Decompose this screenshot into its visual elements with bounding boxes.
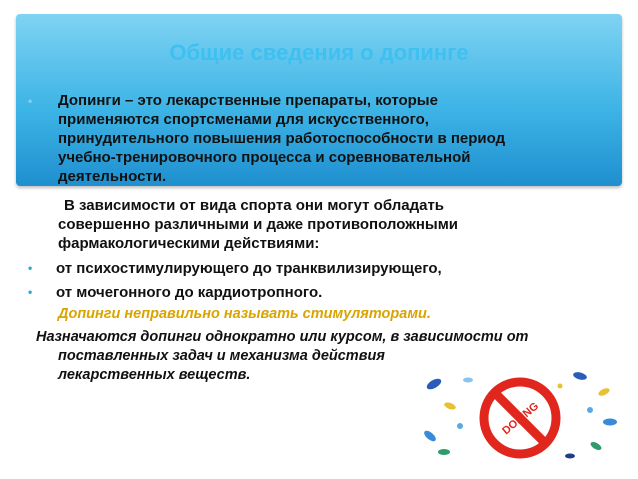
intro-line: деятельности. xyxy=(58,168,167,185)
bullet-marker-icon: • xyxy=(28,285,33,299)
bullet-text: от мочегонного до кардиотропного. xyxy=(56,284,323,301)
dependence-line: совершенно различными и даже противоположными xyxy=(58,216,459,233)
bullet-marker-icon: • xyxy=(28,94,33,108)
intro-line: Допинги – это лекарственные препараты, которые xyxy=(58,92,438,109)
assign-line: Назначаются допинги однократно или курсом, в зависимости от xyxy=(36,329,529,345)
assign-line: лекарственных веществ. xyxy=(58,367,251,383)
dependence-paragraph xyxy=(58,196,458,253)
intro-line: принудительного повышения работоспособности в период xyxy=(58,130,506,147)
assign-line: поставленных задач и механизма действия xyxy=(58,348,385,364)
intro-line: учебно-тренировочного процесса и соревновательной xyxy=(58,149,471,166)
intro-line: применяются спортсменами для искусственного, xyxy=(58,111,429,128)
bullet-marker-icon: • xyxy=(28,261,33,275)
slide-title: Общие сведения о допинге xyxy=(169,40,469,65)
intro-paragraph xyxy=(58,91,505,186)
no-doping-image xyxy=(420,366,620,462)
doping-caption: DOPING xyxy=(500,400,542,438)
stimulant-note: Допинги неправильно называть стимуляторами. xyxy=(58,306,431,322)
no-doping-sign-icon xyxy=(420,366,620,462)
dependence-line: В зависимости от вида спорта они могут обладать xyxy=(64,197,445,214)
dependence-line: фармакологическими действиями: xyxy=(58,235,320,252)
bullet-text: от психостимулирующего до транквилизирующего, xyxy=(56,260,442,277)
